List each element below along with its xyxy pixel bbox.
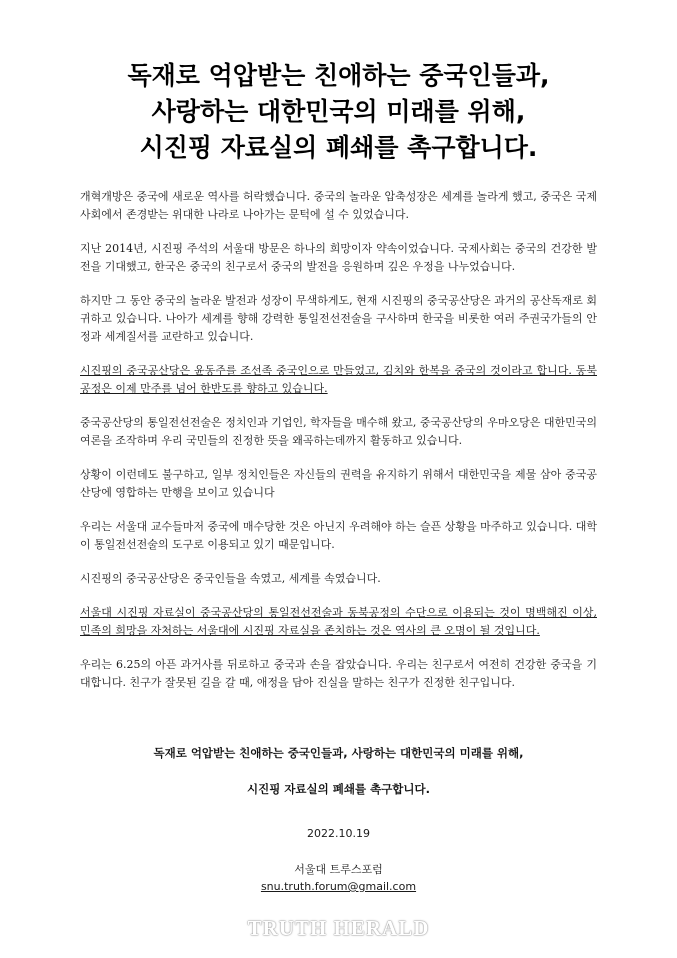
paragraph-5: 중국공산당의 통일전선전술은 정치인과 기업인, 학자들을 매수해 왔고, 중국공산당의 우마오당은 대한민국의 여론을 조작하며 우리 국민들의 진정한 뜻을 왜곡하는데까지 활동하고 있습니다. [80,416,597,447]
document-date: 2022.10.19 [307,827,370,840]
document-body [80,188,597,708]
closing-line-1: 독재로 억압받는 친애하는 중국인들과, 사랑하는 대한민국의 미래를 위해, [153,746,524,760]
paragraph-1: 개혁개방은 중국에 새로운 역사를 허락했습니다. 중국의 놀라운 압축성장은 세계를 놀라게 했고, 중국은 국제사회에서 존경받는 위대한 나라로 나아가는 문턱에 설 수 있었습니다. [80,190,597,221]
watermark-logo: TRUTH HERALD [247,916,430,940]
email-link[interactable]: snu.truth.forum@gmail.com [260,880,417,893]
paragraph-3: 하지만 그 동안 중국의 놀라운 발전과 성장이 무색하게도, 현재 시진핑의 중국공산당은 과거의 공산독재로 회귀하고 있습니다. 나아가 세계를 향해 강력한 통일전선전술을 구사하며 한국을 비롯한 여러 주권국가들의 안정과 세계질서를 교란하고 있습니다. [80,294,597,343]
paragraph-4-underlined: 시진핑의 중국공산당은 윤동주를 조선족 중국인으로 만들었고, 김치와 한복을 중국의 것이라고 합니다. 동북공정은 이제 만주를 넘어 한반도를 향하고 있습니다. [80,364,597,395]
closing-statement [60,744,617,798]
paragraph-9-underlined: 서울대 시진핑 자료실이 중국공산당의 통일전선전술과 동북공정의 수단으로 이용되는 것이 명백해진 이상, 민족의 희망을 자처하는 서울대에 시진핑 자료실을 존치하는 것은 역사의 큰 오명이 될 것입니다. [80,606,597,637]
paragraph-2: 지난 2014년, 시진핑 주석의 서울대 방문은 하나의 희망이자 약속이었습니다. 국제사회는 중국의 건강한 발전을 기대했고, 한국은 중국의 친구로서 중국의 발전을 응원하며 깊은 우정을 나누었습니다. [80,242,597,273]
paragraph-10: 우리는 6.25의 아픈 과거사를 뒤로하고 중국과 손을 잡았습니다. 우리는 친구로서 여전히 건강한 중국을 기대합니다. 친구가 잘못된 길을 갈 때, 애정을 담아 진실을 말하는 친구가 진정한 친구입니다. [80,658,597,689]
title-line-1: 독재로 억압받는 친애하는 중국인들과, [127,61,550,90]
document-title [40,58,637,166]
paragraph-8: 시진핑의 중국공산당은 중국인들을 속였고, 세계를 속였습니다. [80,572,381,585]
organization-name: 서울대 트루스포럼 [294,863,383,876]
title-line-3: 시진핑 자료실의 폐쇄를 촉구합니다. [139,133,538,162]
title-line-2: 사랑하는 대한민국의 미래를 위해, [151,97,526,126]
closing-line-2: 시진핑 자료실의 폐쇄를 촉구합니다. [246,782,430,796]
paragraph-7: 우리는 서울대 교수들마저 중국에 매수당한 것은 아닌지 우려해야 하는 슬픈 상황을 마주하고 있습니다. 대학이 통일전선전술의 도구로 이용되고 있기 때문입니다. [80,520,597,551]
paragraph-6: 상황이 이런데도 불구하고, 일부 정치인들은 자신들의 권력을 유지하기 위해서 대한민국을 제물 삼아 중국공산당에 영합하는 만행을 보이고 있습니다 [80,468,597,499]
contact-email[interactable] [0,879,677,895]
